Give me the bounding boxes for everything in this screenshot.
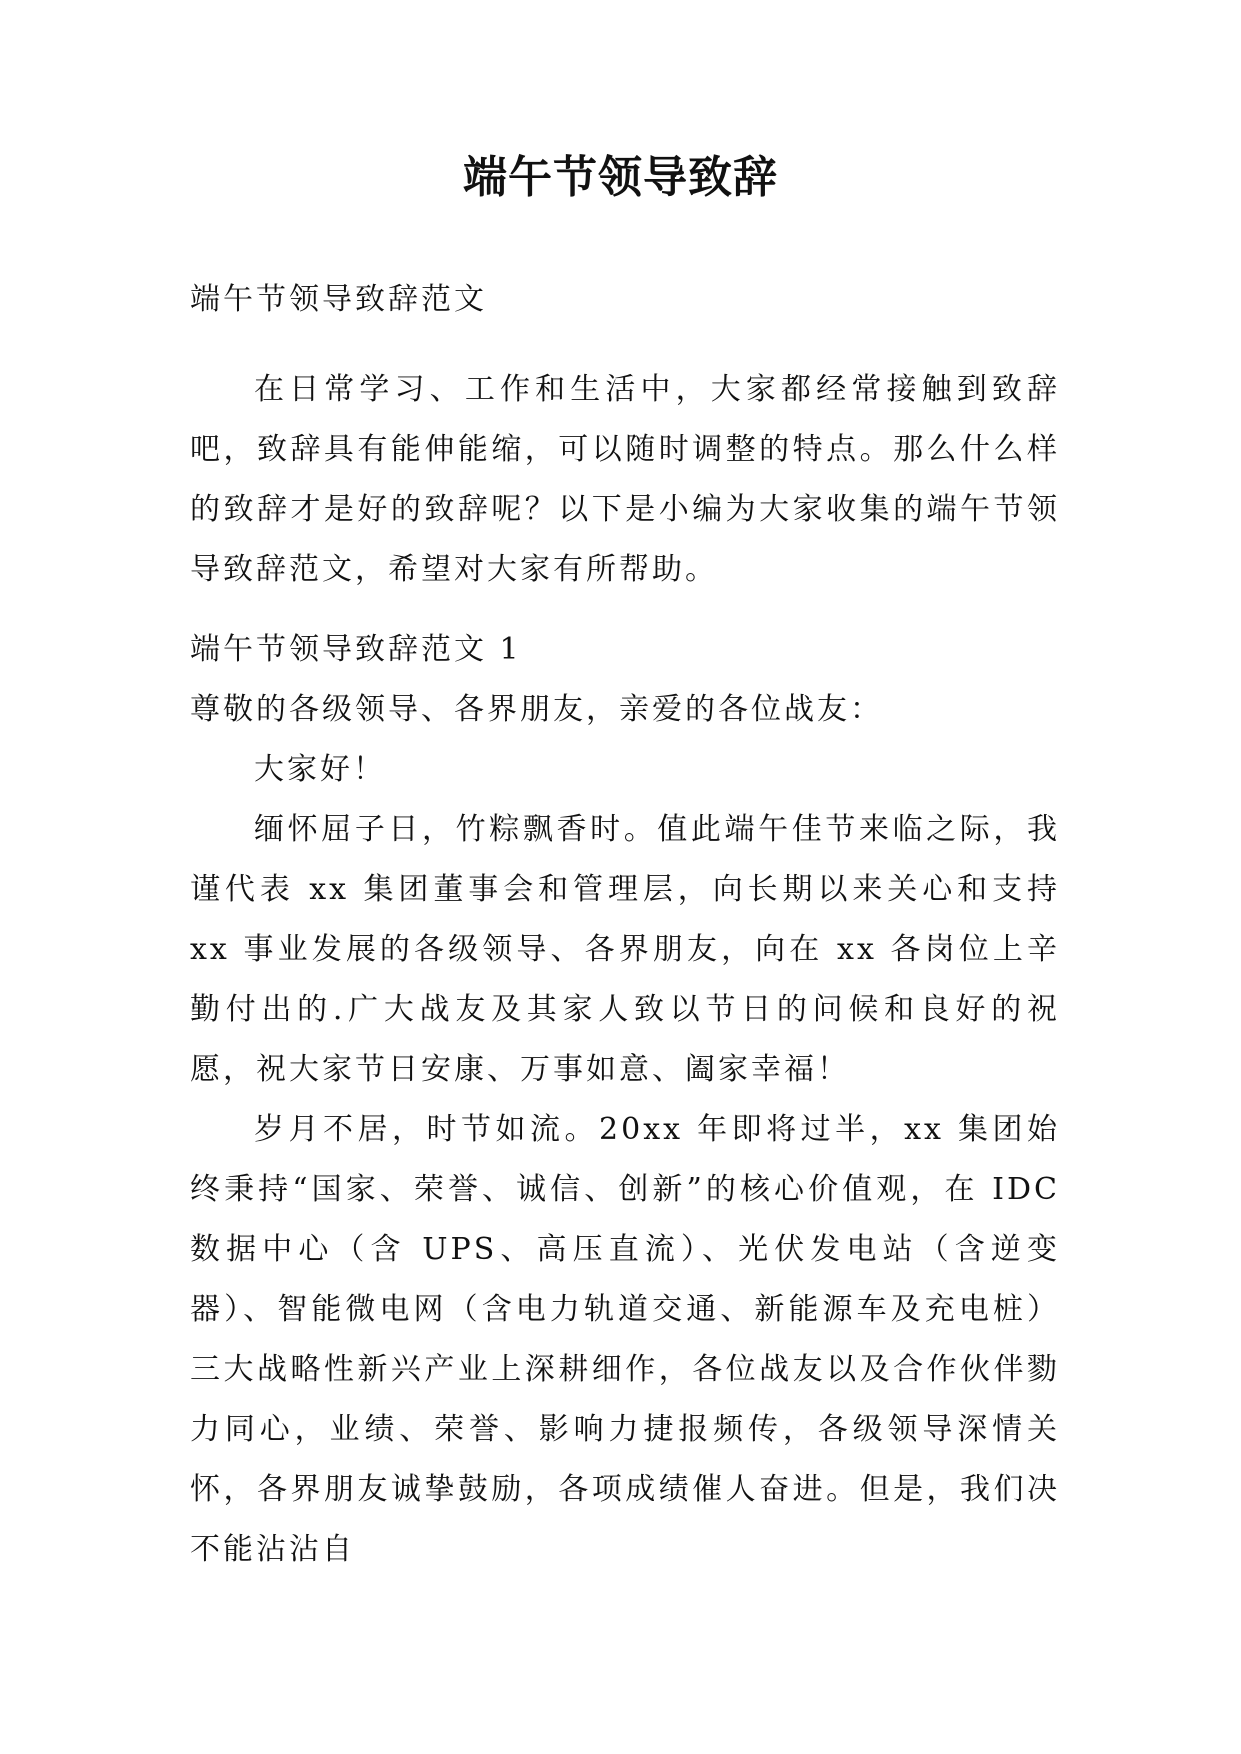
section-heading: 端午节领导致辞范文 1 xyxy=(190,632,522,667)
document-subtitle-block xyxy=(190,270,1060,330)
salutation: 尊敬的各级领导、各界朋友，亲爱的各位战友： xyxy=(190,692,883,727)
document-title: 端午节领导致辞 xyxy=(463,152,778,203)
intro-block xyxy=(190,360,1060,600)
document-subtitle: 端午节领导致辞范文 xyxy=(190,282,487,317)
section-1 xyxy=(190,620,1060,1580)
intro-paragraph: 在日常学习、工作和生活中，大家都经常接触到致辞吧，致辞具有能伸能缩，可以随时调整的特点。那么什么样的致辞才是好的致辞呢？以下是小编为大家收集的端午节领导致辞范文，希望对大家有所帮助。 xyxy=(190,372,1060,587)
greeting: 大家好！ xyxy=(254,752,386,787)
body-paragraph-2: 岁月不居，时节如流。20xx 年即将过半，xx 集团始终秉持“国家、荣誉、诚信、创新”的核心价值观，在 IDC 数据中心（含 UPS、高压直流）、光伏发电站（含逆变器）、智能微电网（含电力轨道交通、新能源车及充电桩）三大战略性新兴产业上深耕细作，各位战友以及合作伙伴勠力同心，业绩、荣誉、影响力捷报频传，各级领导深情关怀，各界朋友诚挚鼓励，各项成绩催人奋进。但是，我们决不能沾沾自 xyxy=(190,1112,1060,1567)
body-paragraph-1: 缅怀屈子日，竹粽飘香时。值此端午佳节来临之际，我谨代表 xx 集团董事会和管理层，向长期以来关心和支持 xx 事业发展的各级领导、各界朋友，向在 xx 各岗位上辛勤付出的.广大战友及其家人致以节日的问候和良好的祝愿，祝大家节日安康、万事如意、阖家幸福！ xyxy=(190,812,1060,1087)
